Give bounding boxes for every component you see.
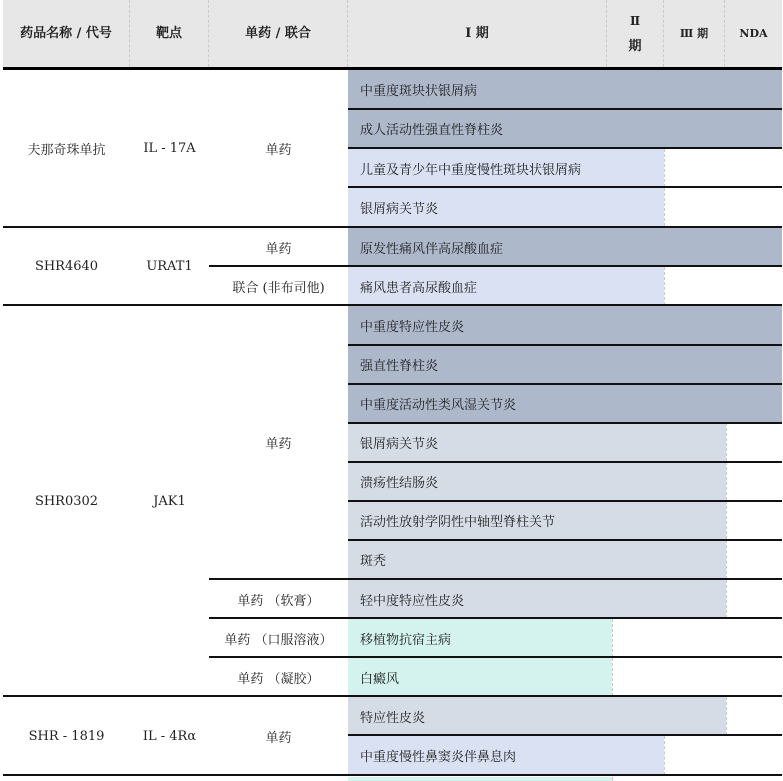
indication-bar (348, 658, 612, 696)
indication-bar (348, 188, 664, 226)
indication-label: 中重度活动性类风湿关节炎 (360, 397, 517, 413)
indication-bar (348, 384, 782, 422)
indication-label: 斑秃 (360, 554, 387, 569)
drug-type: 单药 （凝胶） (237, 671, 320, 687)
drug-type: 单药 (265, 143, 292, 158)
drug-target: JAK1 (153, 493, 186, 509)
row-divider (209, 578, 782, 580)
indication-label: 特应性皮炎 (360, 710, 426, 726)
drug-target: IL - 4Rα (142, 728, 197, 744)
drug-type: 单药 (265, 730, 292, 746)
drug-name: SHR0302 (34, 493, 99, 509)
indication-label: 活动性放射学阴性中轴型脊柱关节 (360, 514, 556, 530)
indication-label: 原发性痛风伴高尿酸血症 (360, 241, 504, 257)
row-divider (348, 539, 782, 541)
drug-type: 单药 (265, 241, 292, 257)
indication-bar (348, 70, 782, 108)
drug-type: 单药 （口服溶液） (224, 632, 333, 648)
row-divider (348, 734, 782, 736)
row-divider (3, 695, 782, 697)
drug-type: 单药 （软膏） (237, 593, 320, 609)
indication-bar (348, 423, 726, 461)
row-divider (348, 147, 782, 149)
indication-label: 强直性脊柱炎 (360, 358, 439, 374)
indication-bar (348, 110, 782, 147)
indication-bar (348, 619, 612, 657)
drug-name: SHR4640 (34, 259, 99, 274)
indication-label: 白癜风 (360, 671, 400, 687)
indication-bar (348, 306, 782, 344)
indication-bar (348, 149, 664, 187)
indication-label: 移植物抗宿主病 (360, 632, 452, 648)
indication-label: 中重度慢性鼻窦炎伴鼻息肉 (360, 750, 517, 765)
header-phase2 (607, 0, 664, 67)
row-divider (3, 226, 782, 228)
header-phase2-label: 期 (628, 38, 642, 54)
drug-name: 夫那奇珠单抗 (27, 143, 106, 158)
indication-label: 轻中度特应性皮炎 (360, 593, 465, 609)
header-drug: 药品名称 / 代号 (3, 0, 130, 67)
row-divider (3, 304, 782, 306)
indication-label: 中重度特应性皮炎 (360, 319, 465, 335)
indication-bar (348, 267, 664, 305)
indication-bar (348, 697, 726, 735)
indication-bar (348, 501, 726, 539)
indication-label: 银屑病关节炎 (360, 436, 439, 452)
drug-target: URAT1 (146, 259, 193, 274)
row-divider (348, 186, 782, 188)
indication-label: 中重度斑块状银屑病 (360, 83, 478, 99)
indication-bar (348, 345, 782, 383)
indication-bar (348, 580, 726, 618)
row-divider (348, 108, 782, 110)
indication-bar (348, 462, 726, 500)
indication-bar (348, 736, 664, 775)
header-phase1: Ⅰ 期 (348, 0, 607, 67)
indication-bar-partial (348, 777, 612, 781)
drug-type: 单药 (265, 437, 292, 452)
indication-label: 成人活动性强直性脊柱炎 (360, 123, 504, 138)
row-divider (348, 383, 782, 385)
row-divider (209, 265, 782, 267)
table-header (3, 0, 782, 67)
row-divider (3, 774, 782, 776)
row-divider (348, 344, 782, 346)
row-divider (209, 656, 782, 658)
row-divider (209, 617, 782, 619)
header-mono-combo: 单药 / 联合 (209, 0, 348, 67)
drug-name: SHR - 1819 (28, 728, 105, 744)
indication-bar (348, 540, 726, 579)
indication-label: 银屑病关节炎 (360, 201, 439, 217)
indication-bar (348, 228, 782, 266)
drug-target: IL - 17A (143, 141, 196, 156)
indication-label: 溃疡性结肠炎 (360, 475, 439, 491)
row-divider (348, 422, 782, 424)
header-phase2-numeral: Ⅱ (629, 13, 641, 28)
row-divider (348, 461, 782, 463)
row-divider (348, 500, 782, 502)
header-target: 靶点 (130, 0, 209, 67)
indication-label: 儿童及青少年中重度慢性斑块状银屑病 (360, 162, 582, 178)
header-nda: NDA (739, 26, 768, 40)
header-phase3: Ⅲ 期 (664, 0, 725, 67)
indication-label: 痛风患者高尿酸血症 (360, 280, 478, 296)
drug-type: 联合 (非布司他) (232, 280, 325, 296)
